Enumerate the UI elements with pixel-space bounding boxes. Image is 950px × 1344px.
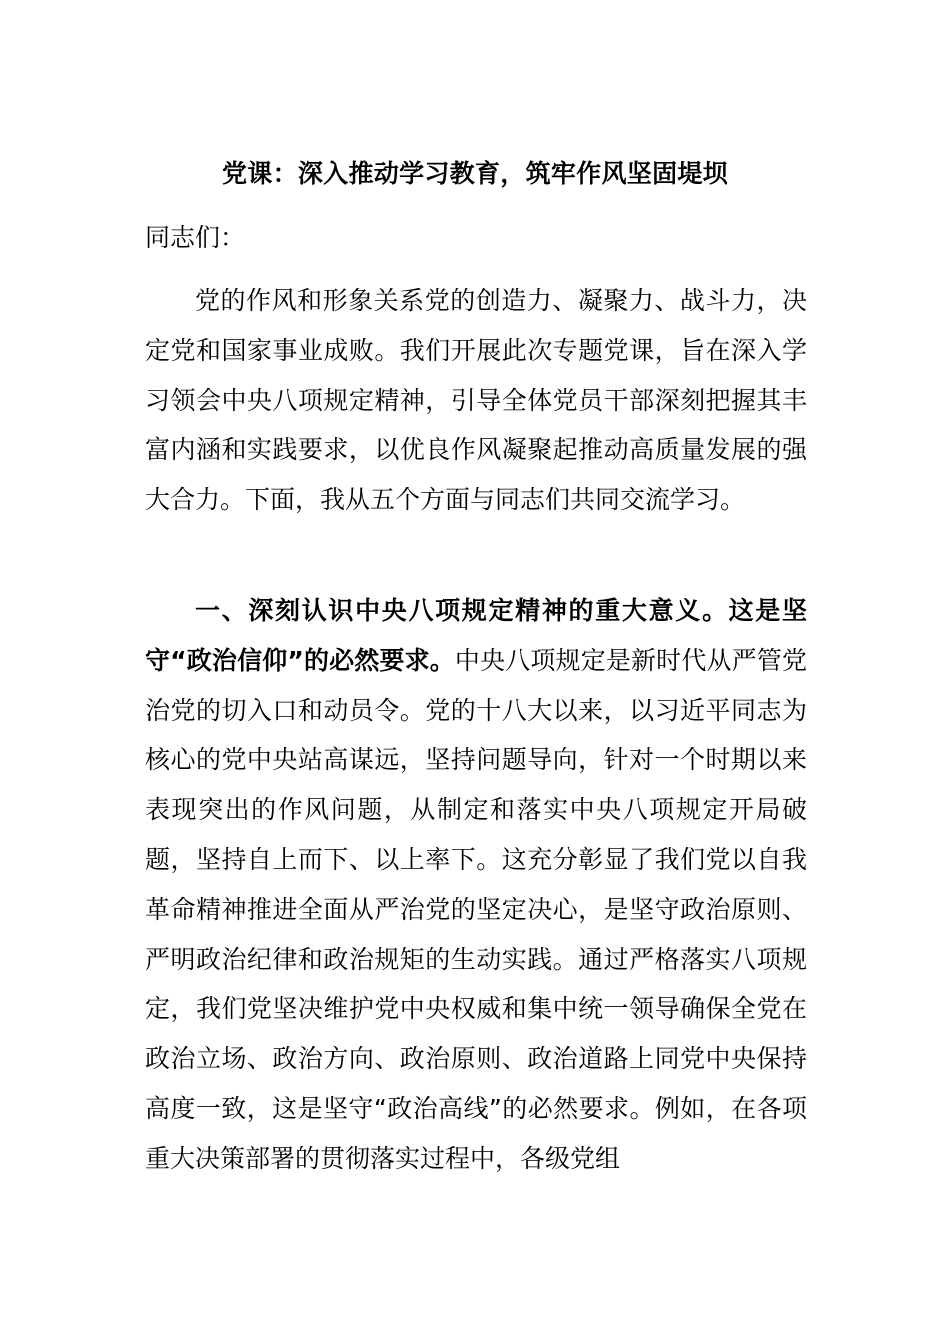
section-one-heading: 一、深刻认识中央八项规定精神的重大意义。这是坚守“政治信仰”的必然要求。 xyxy=(145,596,807,675)
paragraph-section-one xyxy=(145,586,807,1184)
paragraph-intro: 党的作风和形象关系党的创造力、凝聚力、战斗力，决定党和国家事业成败。我们开展此次专题党课，旨在深入学习领会中央八项规定精神，引导全体党员干部深刻把握其丰富内涵和实践要求，以优良作风凝聚起推动高质量发展的强大合力。下面，我从五个方面与同志们共同交流学习。 xyxy=(145,286,807,515)
section-one-body: 中央八项规定是新时代从严管党治党的切入口和动员令。党的十八大以来，以习近平同志为核心的党中央站高谋远，坚持问题导向，针对一个时期以来表现突出的作风问题，从制定和落实中央八项规定开局破题，坚持自上而下、以上率下。这充分彰显了我们党以自我革命精神推进全面从严治党的坚定决心，是坚守政治原则、严明政治纪律和政治规矩的生动实践。通过严格落实八项规定，我们党坚决维护党中央权威和集中统一领导确保全党在政治立场、政治方向、政治原则、政治道路上同党中央保持高度一致，这是坚守“政治高线”的必然要求。例如，在各项重大决策部署的贯彻落实过程中，各级党组 xyxy=(145,645,807,1173)
document-title: 党课：深入推动学习教育，筑牢作风坚固堤坝 xyxy=(221,159,728,188)
salutation: 同志们： xyxy=(145,223,246,252)
